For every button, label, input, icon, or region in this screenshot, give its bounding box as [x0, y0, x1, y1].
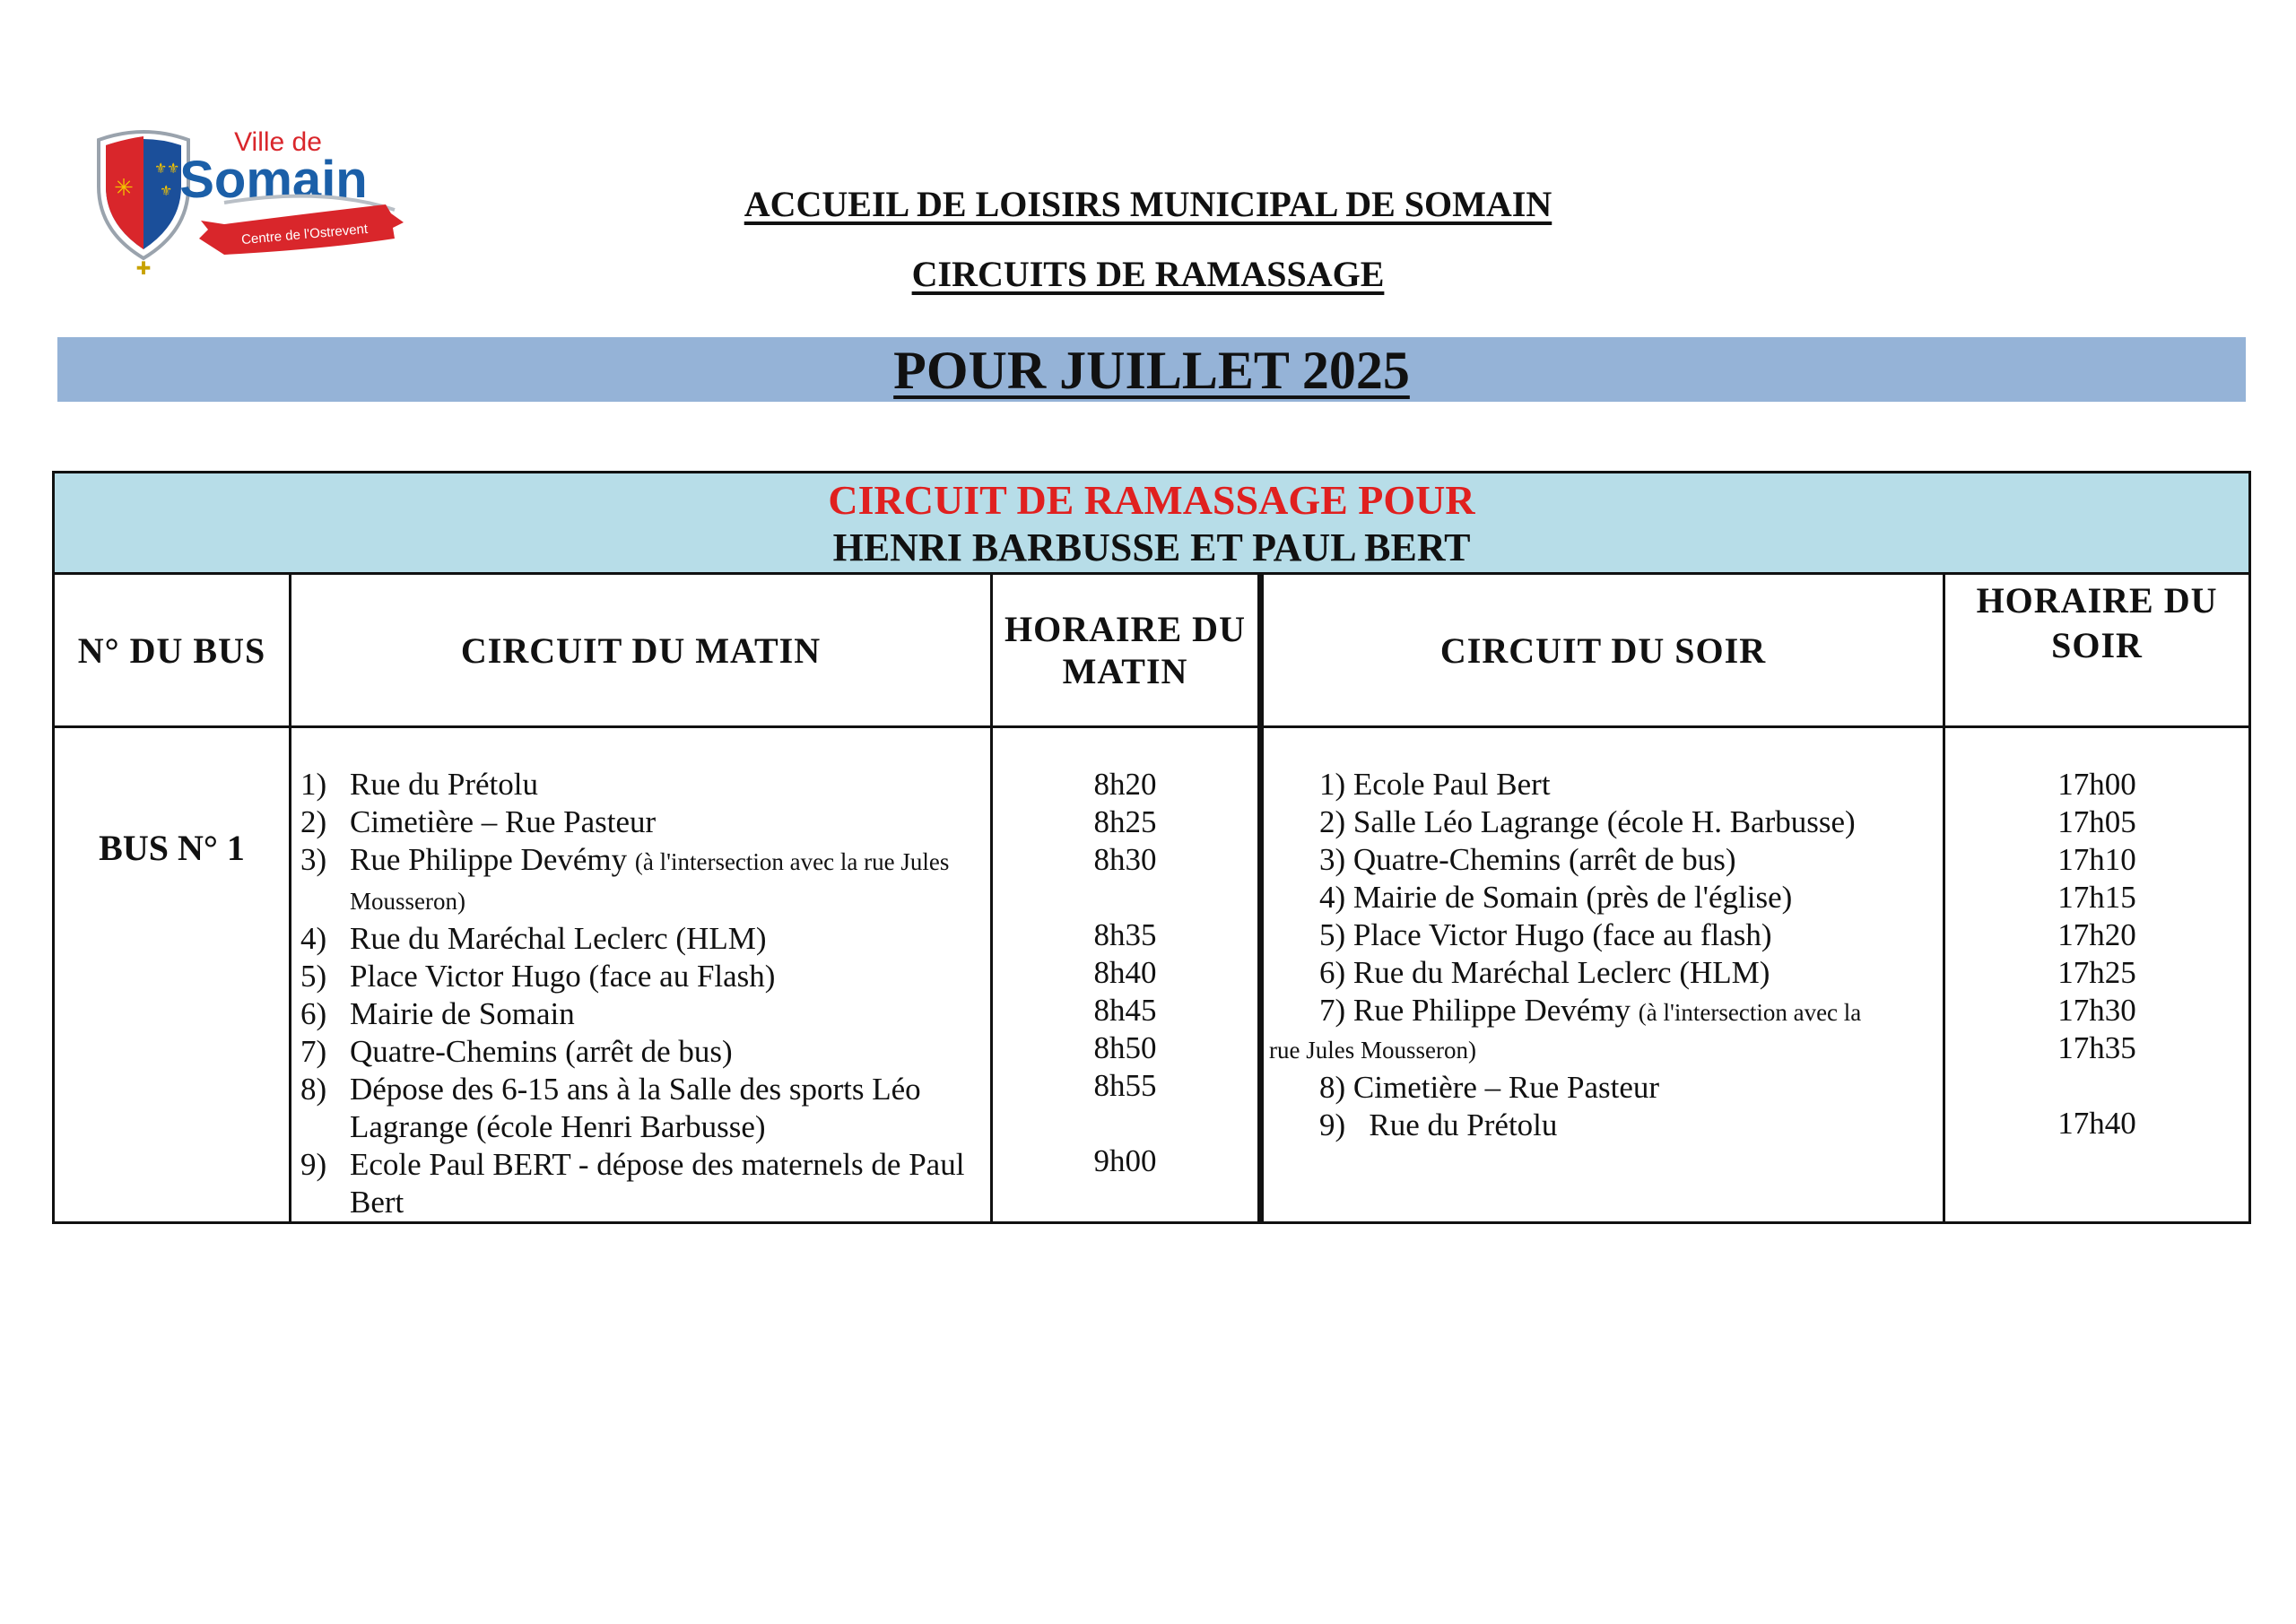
stop-note: (à l'intersection avec la rue Jules Mousseron)	[350, 848, 950, 915]
time-item: 8h25	[1093, 804, 1157, 839]
time-item: 17h20	[2057, 917, 2136, 952]
table-row	[54, 727, 2250, 1223]
evening-stops-list	[1264, 728, 1943, 1144]
month-banner	[57, 337, 2246, 402]
list-item: 6) Rue du Maréchal Leclerc (HLM)	[1319, 955, 1770, 990]
svg-text:✳: ✳	[114, 175, 134, 201]
evening-circuit-cell	[1261, 727, 1944, 1223]
list-item: 3) Quatre-Chemins (arrêt de bus)	[1319, 842, 1736, 877]
schedule-table	[52, 471, 2251, 1224]
svg-text:⚜: ⚜	[154, 161, 168, 177]
time-item: 8h30	[1093, 842, 1157, 877]
morning-times-cell	[992, 727, 1261, 1223]
time-spacer	[993, 1105, 1257, 1142]
header-evening-time-line2: SOIR	[2051, 625, 2143, 665]
list-item: 9) Rue du Prétolu	[1319, 1107, 1558, 1142]
time-item: 17h35	[2057, 1030, 2136, 1065]
header-bus: N° DU BUS	[54, 574, 291, 727]
time-spacer	[1945, 1067, 2248, 1105]
stop-note-continued: rue Jules Mousseron)	[1269, 1037, 1476, 1064]
time-item: 8h40	[1093, 955, 1157, 990]
list-item: 3) Rue Philippe Devémy (à l'intersection avec la rue Jules Mousseron)	[300, 842, 950, 915]
list-item: 2) Salle Léo Lagrange (école H. Barbusse)	[1319, 804, 1856, 839]
list-item: 1) Ecole Paul Bert	[1319, 767, 1551, 802]
time-item: 17h10	[2057, 842, 2136, 877]
header-morning-time	[992, 574, 1261, 727]
month-title: POUR JUILLET 2025	[893, 341, 1410, 400]
table-header-row	[54, 574, 2250, 727]
list-item: 7) Quatre-Chemins (arrêt de bus)	[300, 1034, 733, 1069]
list-item: 5) Place Victor Hugo (face au Flash)	[300, 959, 776, 994]
table-title-row	[54, 473, 2250, 574]
header-evening-time	[1944, 574, 2250, 727]
time-item: 17h30	[2057, 993, 2136, 1028]
list-item: 6) Mairie de Somain	[300, 996, 575, 1031]
table-title-cell	[54, 473, 2250, 574]
header-evening-circuit: CIRCUIT DU SOIR	[1261, 574, 1944, 727]
time-item: 17h15	[2057, 880, 2136, 915]
table-title-black: HENRI BARBUSSE ET PAUL BERT	[832, 525, 1471, 569]
header-evening-time-line1: HORAIRE DU	[1976, 580, 2218, 621]
morning-stops-list	[291, 728, 990, 1221]
header-morning-circuit: CIRCUIT DU MATIN	[291, 574, 992, 727]
list-item: 4) Rue du Maréchal Leclerc (HLM)	[300, 921, 767, 956]
time-item: 8h50	[1093, 1030, 1157, 1065]
list-item: 1) Rue du Prétolu	[300, 767, 538, 802]
svg-text:⚜: ⚜	[167, 161, 180, 177]
header-morning-time-line1: HORAIRE DU	[1004, 609, 1246, 649]
list-item: 8) Dépose des 6-15 ans à la Salle des sports Léo Lagrange (école Henri Barbusse)	[300, 1072, 921, 1144]
logo-ribbon-text: Centre de l'Ostrevent	[240, 221, 369, 248]
centre-title: ACCUEIL DE LOISIRS MUNICIPAL DE SOMAIN	[744, 184, 1552, 224]
time-item: 8h20	[1093, 767, 1157, 802]
svg-text:✚: ✚	[135, 259, 152, 276]
time-spacer	[993, 879, 1257, 916]
svg-text:⚜: ⚜	[160, 184, 173, 199]
table-title-red: CIRCUIT DE RAMASSAGE POUR	[828, 477, 1475, 523]
stop-note: (à l'intersection avec la	[1638, 999, 1862, 1026]
logo-line2: Somain	[179, 151, 368, 209]
list-item: 8) Cimetière – Rue Pasteur	[1319, 1070, 1660, 1105]
time-item: 17h25	[2057, 955, 2136, 990]
morning-circuit-cell	[291, 727, 992, 1223]
list-item: 4) Mairie de Somain (près de l'église)	[1319, 880, 1793, 915]
bus-cell	[54, 727, 291, 1223]
time-item: 8h45	[1093, 993, 1157, 1028]
morning-times-list	[993, 728, 1257, 1180]
evening-times-list	[1945, 728, 2248, 1142]
list-item: 7) Rue Philippe Devémy (à l'intersection avec la rue Jules Mousseron)	[1319, 992, 1934, 1069]
time-item: 17h40	[2057, 1106, 2136, 1141]
circuits-title: CIRCUITS DE RAMASSAGE	[911, 254, 1385, 294]
time-item: 8h55	[1093, 1068, 1157, 1103]
bus-number: BUS N° 1	[99, 828, 245, 868]
time-item: 9h00	[1093, 1143, 1157, 1178]
header-morning-time-line2: MATIN	[1062, 651, 1188, 691]
list-item: 2) Cimetière – Rue Pasteur	[300, 804, 657, 839]
logo-line1: Ville de	[234, 127, 322, 157]
time-item: 17h00	[2057, 767, 2136, 802]
time-item: 17h05	[2057, 804, 2136, 839]
list-item: 9) Ecole Paul BERT - dépose des maternels de Paul Bert	[300, 1147, 965, 1220]
evening-times-cell	[1944, 727, 2250, 1223]
time-item: 8h35	[1093, 917, 1157, 952]
list-item: 5) Place Victor Hugo (face au flash)	[1319, 917, 1772, 952]
